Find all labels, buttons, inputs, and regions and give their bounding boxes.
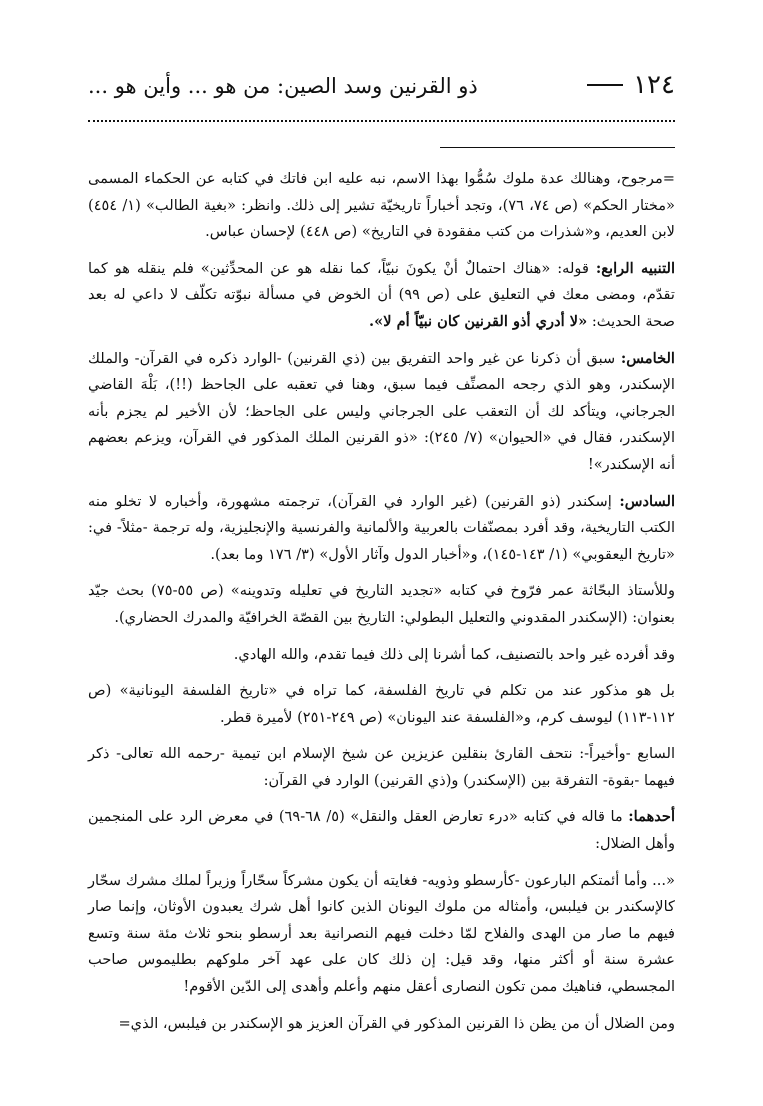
paragraph-6: وقد أفرده غير واحد بالتصنيف، كما أشرنا إلى ذلك فيما تقدم، والله الهادي. — [233, 645, 675, 663]
paragraph-5: وللأستاذ البحّاثة عمر فرّوخ في كتابه «تجديد التاريخ في تعليله وتدوينه» (ص ٥٥-٧٥) بحث جيّد بعنوان: (الإسكندر المقدوني والتعليل البطولي: التاريخ بين القصّة الخرافيّة والمدرك الحضاري). — [88, 582, 675, 626]
paragraph-lead: التنبيه الرابع: — [595, 259, 675, 277]
page-number: ١٢٤ — [633, 70, 675, 100]
paragraph-lead: الخامس: — [620, 349, 675, 367]
hadith-quote: «لا أدري أذو القرنين كان نبيّاً أم لا». — [369, 312, 588, 330]
paragraph-4: السادس: إسكندر (ذو القرنين) (غير الوارد في القرآن)، ترجمته مشهورة، وأخباره لا تخلو منه الكتب التاريخية، وقد أفرد بمصنّفات بالعربية والألمانية والفرنسية والإنجليزية، وله ترجمة -مثلاً- في: «تاريخ اليعقوبي» (١/ ١٤٣-١٤٥)، و«أخبار الدول وآثار الأول» (٣/ ١٧٦ وما بعد). — [88, 492, 675, 563]
paragraph-lead: السادس: — [619, 492, 675, 510]
paragraph-8: السابع -وأخيراً-: نتحف القارئ بنقلين عزيزين عن شيخ الإسلام ابن تيمية -رحمه الله تعالى- ذكر فيهما -بقوة- التفرقة بين (الإسكندر) و(ذي القرنين) الوارد في القرآن: — [88, 745, 675, 789]
page-number-block — [587, 70, 675, 100]
paragraph-1: =مرجوح، وهنالك عدة ملوك سُمُّوا بهذا الاسم، نبه عليه ابن فاتك في كتابه عن الحكماء المسمى «مختار الحكم» (ص ٧٤، ٧٦)، وتجد أخباراً تاريخيّة تشير إلى ذلك. وانظر: «بغية الطالب» (١/ ٤٥٤) لابن العديم، و«شذرات من كتب مفقودة في التاريخ» (ص ٤٤٨) لإحسان عباس. — [88, 170, 675, 241]
paragraph-10-quote: «... وأما أئمتكم البارعون -كأرسطو وذويه- فغايته أن يكون مشركاً سحّاراً وزيراً لملك مشرك سحّار كالإسكندر بن فيلبس، وأمثاله من ملوك اليونان الذين كانوا أهل شرك يعبدون الأوثان، وإنما صار فيهم ما صار من الهدى والفلاح لمّا دخلت فيهم النصرانية بعد أرسطو بنحو ثلاث مئة سنة وتسع عشرة سنة أو أكثر منها، وقد قيل: إن ذلك كان على عهد آخر ملوكهم بطليموس صاحب المجسطي، فناهيك ممن تكون النصارى أعقل منهم وأعلم وأهدى إلى الدّين الأقوم! — [88, 871, 675, 996]
paragraph-7: بل هو مذكور عند من تكلم في تاريخ الفلسفة، كما تراه في «تاريخ الفلسفة اليونانية» (ص ١١٢-١١٣) ليوسف كرم، و«الفلسفة عند اليونان» (ص ٢٤٩-٢٥١) لأميرة قطر. — [88, 682, 675, 726]
paragraph-2: التنبيه الرابع: قوله: «هناك احتمالٌ أنْ يكونَ نبيّاً، كما نقله هو عن المحدِّثين» فلم ينقله هو كما تقدّم، ومضى معك في التعليق على (ص ٩٩) أن الخوض في مسألة نبوّته تكلّف لا داعي له بعد صحة الحديث: «لا أدري أذو القرنين كان نبيّاً أم لا». — [88, 259, 675, 330]
paragraph-lead: أحدهما: — [628, 808, 675, 826]
footnote-body — [88, 166, 675, 1047]
paragraph-11: ومن الضلال أن من يظن ذا القرنين المذكور في القرآن العزيز هو الإسكندر بن فيلبس، الذي= — [118, 1014, 675, 1032]
paragraph-9: أحدهما: ما قاله في كتابه «درء تعارض العقل والنقل» (٥/ ٦٨-٦٩) في معرض الرد على المنجمين وأهل الضلال: — [88, 808, 675, 853]
page-header — [88, 70, 675, 100]
running-title: ذو القرنين وسد الصين: من هو ... وأين هو ... — [88, 74, 478, 98]
header-dotted-divider — [88, 120, 675, 122]
paragraph-3: الخامس: سبق أن ذكرنا عن غير واحد التفريق بين (ذي القرنين) -الوارد ذكره في القرآن- والملك الإسكندر، وهو الذي رجحه المصنِّف فيما سبق، وهنا في تعقبه على الجاحظ (!!)، بَلْهَ القاضي الجرجاني، ويتأكد لك أن التعقب على الجرجاني وليس على الجاحظ؛ لأن الأخير لم يجزم بأنه الإسكندر، فقال في «الحيوان» (٧/ ٢٤٥): «ذو القرنين الملك المذكور في القرآن، ويزعم بعضهم أنه الإسكندر»! — [88, 349, 676, 473]
page-number-dash — [587, 84, 623, 86]
footnote-rule — [440, 147, 675, 148]
